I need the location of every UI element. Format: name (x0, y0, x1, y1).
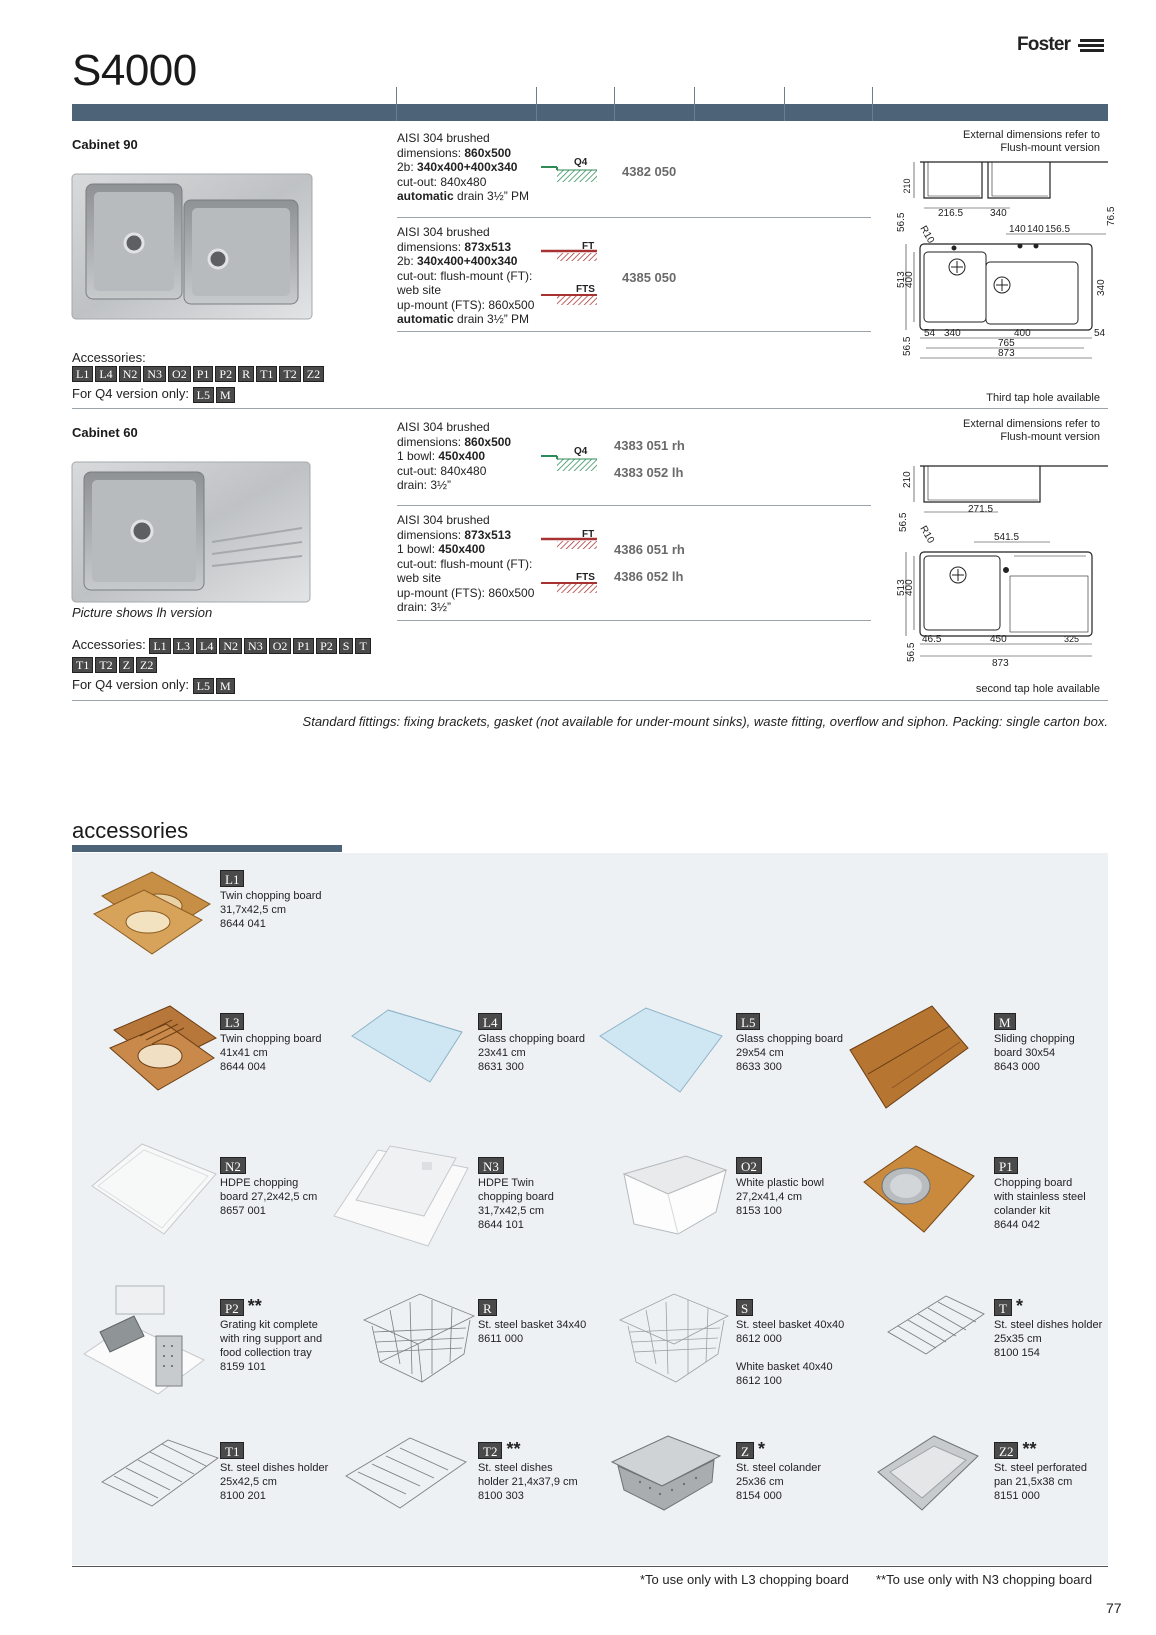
column-divider (872, 87, 873, 121)
single-bowl-drainer-sink-photo (72, 462, 310, 602)
dim-325: 325 (1064, 634, 1080, 644)
accessory-item[interactable]: S St. steel basket 40x40 8612 000 White basket 40x40 8612 100 (736, 1301, 845, 1387)
accessory-badge[interactable]: L1 (72, 366, 93, 382)
accessory-badge[interactable]: Z (119, 657, 134, 673)
accessory-line-60b (72, 656, 159, 674)
accessory-code-badge: S (736, 1299, 753, 1316)
dim-56-5: 56.5 (902, 336, 913, 356)
product-code: 4386 052 lh (614, 569, 684, 584)
accessory-code-badge: R (478, 1299, 497, 1316)
dim-216-5: 216.5 (938, 208, 964, 219)
footnote-2: **To use only with N3 chopping board (876, 1572, 1093, 1587)
accessory-badge[interactable]: T2 (279, 366, 300, 382)
standard-fittings-note: Standard fittings: fixing brackets, gasket (not available for under-mount sinks), waste fitting, overflow and siphon. Packing: single carton box. (302, 714, 1108, 729)
accessory-badge[interactable]: O2 (269, 638, 292, 654)
accessory-badge[interactable]: T2 (95, 657, 116, 673)
dim-140: 140 (1009, 224, 1026, 235)
glass-chopping-board-l4-image (348, 1002, 466, 1084)
accessory-code-badge: L1 (220, 870, 244, 887)
accessory-code-badge: L5 (736, 1013, 760, 1030)
accessory-badge[interactable]: N3 (143, 366, 166, 382)
sliding-chopping-board-image (848, 1002, 970, 1110)
footnote-1: *To use only with L3 chopping board (640, 1572, 849, 1587)
accessory-badge[interactable]: P2 (316, 638, 337, 654)
dim-513: 513 (896, 271, 907, 288)
dim-r10: R10 (917, 524, 937, 546)
install-q4-icon (541, 158, 597, 184)
accessory-badge[interactable]: M (216, 678, 235, 694)
accessory-badge[interactable]: N3 (244, 638, 267, 654)
external-dims-note: External dimensions refer to Flush-mount version (963, 129, 1100, 154)
dim-400: 400 (904, 271, 915, 288)
dim-56-5: 56.5 (898, 512, 909, 532)
steel-perforated-pan-image (876, 1432, 980, 1512)
steel-basket-r-image (360, 1290, 476, 1386)
q4-only-line: For Q4 version only: L5 M (72, 677, 237, 694)
accessory-item[interactable]: L5 Glass chopping board 29x54 cm 8633 300 (736, 1015, 844, 1073)
accessory-code-badge: L4 (478, 1013, 502, 1030)
accessory-code-badge: M (994, 1013, 1016, 1030)
accessory-item[interactable]: R St. steel basket 34x40 8611 000 (478, 1301, 587, 1345)
accessory-line-60a: Accessories: L1 L3 L4 N2 N3 O2 P1 P2 S T (72, 637, 373, 654)
accessory-badge[interactable]: P1 (193, 366, 214, 382)
accessory-item[interactable]: N3 HDPE Twin chopping board 31,7x42,5 cm 8644 101 (478, 1159, 554, 1231)
accessory-item[interactable]: T1 St. steel dishes holder 25x42,5 cm 8100 201 (220, 1444, 329, 1502)
q4-only-line: For Q4 version only: L5 M (72, 386, 237, 403)
divider (72, 1566, 1108, 1567)
accessory-badge[interactable]: T1 (72, 657, 93, 673)
dim-400: 400 (1014, 328, 1031, 339)
accessory-badge[interactable]: L3 (173, 638, 194, 654)
dim-450: 450 (990, 634, 1007, 645)
column-divider (536, 87, 537, 121)
accessory-item[interactable]: L1 Twin chopping board 31,7x42,5 cm 8644 041 (220, 872, 322, 930)
header-bar (72, 104, 1108, 121)
dim-140: 140 (1027, 224, 1044, 235)
divider (72, 700, 1108, 701)
accessory-item[interactable]: Z2 ** St. steel perforated pan 21,5x38 cm 8151 000 (994, 1439, 1087, 1502)
install-fts-label: FTS (576, 572, 595, 583)
tap-hole-note: Third tap hole available (986, 392, 1100, 404)
technical-drawing-60 (898, 456, 1108, 672)
column-divider (694, 87, 695, 121)
glass-chopping-board-l5-image (596, 1002, 724, 1094)
divider (397, 217, 871, 218)
twin-chopping-board-image (92, 866, 218, 956)
accessory-code-badge: N2 (220, 1157, 246, 1174)
cabinet-60-label: Cabinet 60 (72, 425, 138, 440)
technical-drawing-90 (896, 156, 1117, 374)
hdpe-chopping-board-image (90, 1140, 218, 1236)
dim-54: 54 (924, 328, 936, 339)
accessory-badge[interactable]: Z2 (136, 657, 157, 673)
install-q4-label: Q4 (574, 446, 588, 457)
accessory-badge[interactable]: N2 (119, 366, 142, 382)
accessory-item[interactable]: M Sliding chopping board 30x54 8643 000 (994, 1015, 1075, 1073)
accessories-title: accessories (72, 818, 189, 843)
page-number: 77 (1106, 1600, 1122, 1616)
dim-76-5: 76.5 (1106, 206, 1117, 226)
accessory-badge[interactable]: S (339, 638, 354, 654)
hdpe-twin-chopping-board-image (330, 1140, 470, 1248)
divider (397, 505, 871, 506)
dim-513: 513 (896, 579, 907, 596)
dim-156-5: 156.5 (1045, 224, 1071, 235)
dim-r10: R10 (917, 224, 937, 246)
install-q4-label: Q4 (574, 157, 588, 168)
dim-271-5: 271.5 (968, 504, 994, 515)
column-divider (396, 87, 397, 121)
divider (397, 620, 871, 621)
double-bowl-sink-photo (72, 174, 312, 319)
accessory-code-badge: T (994, 1299, 1012, 1316)
dim-873: 873 (992, 658, 1009, 669)
dim-54: 54 (1094, 328, 1106, 339)
dim-765: 765 (998, 338, 1015, 349)
accessory-badge[interactable]: L5 (193, 387, 214, 403)
dim-210: 210 (902, 471, 913, 488)
white-plastic-bowl-image (620, 1150, 730, 1236)
accessory-badge[interactable]: M (216, 387, 235, 403)
accessory-item[interactable]: Z * St. steel colander 25x36 cm 8154 000 (736, 1439, 821, 1502)
accessory-code-badge: Z2 (994, 1442, 1018, 1459)
accessory-badge[interactable]: R (238, 366, 254, 382)
accessory-code-badge: T1 (220, 1442, 244, 1459)
dim-400: 400 (904, 579, 915, 596)
spec-block-ft-60: AISI 304 brushed dimensions: 873x513 1 bowl: 450x400 cut-out: flush-mount (FT): web site up-mount (FTS): 860x500 drain: 3½” (397, 513, 535, 614)
accessory-code-badge: O2 (736, 1157, 762, 1174)
page-title: S4000 (72, 46, 197, 95)
steel-dishes-holder-t-image (884, 1290, 986, 1358)
accessory-badge[interactable]: L1 (149, 638, 170, 654)
dim-340: 340 (990, 208, 1007, 219)
dim-46-5: 46.5 (922, 634, 942, 645)
dim-340: 340 (1096, 279, 1107, 296)
accessory-code-badge: L3 (220, 1013, 244, 1030)
steel-colander-image (610, 1432, 722, 1512)
accessory-item[interactable]: P2 ** Grating kit complete with ring support and food collection tray 8159 101 (220, 1296, 323, 1373)
accessories-label: Accessories: (72, 350, 146, 365)
grating-kit-image (80, 1280, 220, 1396)
accessory-badge[interactable]: T (355, 638, 370, 654)
accessory-code-badge: P1 (994, 1157, 1018, 1174)
accessory-code-badge: Z (736, 1442, 754, 1459)
twin-chopping-board-l3-image (110, 1002, 218, 1092)
spec-block-ft-90: AISI 304 brushed dimensions: 873x513 2b: 340x400+400x340 cut-out: flush-mount (FT): web site up-mount (FTS): 860x500 automatic drain 3½” PM (397, 225, 535, 326)
spec-block-q4-60: AISI 304 brushed dimensions: 860x500 1 bowl: 450x400 cut-out: 840x480 drain: 3½” (397, 420, 512, 492)
brand-logo: Foster (1017, 34, 1071, 55)
external-dims-note: External dimensions refer to Flush-mount version (963, 418, 1100, 443)
steel-dishes-holder-t1-image (98, 1432, 220, 1510)
dim-541-5: 541.5 (994, 532, 1020, 543)
brand-mark-icon (1078, 38, 1106, 52)
accessory-item[interactable]: L4 Glass chopping board 23x41 cm 8631 300 (478, 1015, 586, 1073)
dim-56-5: 56.5 (906, 642, 917, 662)
accessory-item[interactable]: L3 Twin chopping board 41x41 cm 8644 004 (220, 1015, 322, 1073)
accessory-code-badge: N3 (478, 1157, 504, 1174)
column-divider (614, 87, 615, 121)
dim-210: 210 (902, 178, 912, 194)
accessory-badge[interactable]: P2 (215, 366, 236, 382)
accessory-code-badge: T2 (478, 1442, 502, 1459)
dim-873: 873 (998, 348, 1015, 359)
steel-basket-s-image (616, 1290, 730, 1386)
accessories-title-underline (72, 845, 342, 852)
accessory-code-badge: P2 (220, 1299, 244, 1316)
accessory-badge[interactable]: N2 (219, 638, 242, 654)
tap-hole-note: second tap hole available (975, 683, 1100, 695)
dim-56-5: 56.5 (896, 212, 907, 232)
divider (72, 408, 1108, 409)
accessory-badge[interactable]: T1 (256, 366, 277, 382)
chopping-board-colander-kit-image (858, 1140, 976, 1236)
product-code: 4383 052 lh (614, 465, 684, 480)
accessory-item[interactable]: N2 HDPE chopping board 27,2x42,5 cm 8657 001 (220, 1159, 318, 1217)
product-code: 4386 051 rh (614, 542, 685, 557)
accessory-item[interactable]: P1 Chopping board with stainless steel colander kit 8644 042 (994, 1159, 1086, 1231)
accessory-badge[interactable]: L5 (193, 678, 214, 694)
accessory-badge[interactable]: L4 (95, 366, 116, 382)
accessory-item[interactable]: T * St. steel dishes holder 25x35 cm 8100 154 (994, 1296, 1103, 1359)
install-fts-label: FTS (576, 284, 595, 295)
dim-340: 340 (944, 328, 961, 339)
accessory-item[interactable]: O2 White plastic bowl 27,2x41,4 cm 8153 100 (736, 1159, 825, 1217)
accessory-badge[interactable]: Z2 (303, 366, 324, 382)
spec-block-q4-90: AISI 304 brushed dimensions: 860x500 2b: 340x400+400x340 cut-out: 840x480 automatic drain 3½” PM (397, 131, 530, 203)
product-code: 4385 050 (622, 270, 677, 285)
divider (397, 331, 871, 332)
accessory-item[interactable]: T2 ** St. steel dishes holder 21,4x37,9 cm 8100 303 (478, 1439, 578, 1502)
accessory-badge[interactable]: L4 (196, 638, 217, 654)
product-code: 4382 050 (622, 164, 677, 179)
accessory-badge[interactable]: P1 (293, 638, 314, 654)
product-code: 4383 051 rh (614, 438, 685, 453)
accessory-badges-90 (72, 365, 326, 383)
accessory-badge[interactable]: O2 (168, 366, 191, 382)
column-divider (784, 87, 785, 121)
install-q4-icon (541, 447, 597, 473)
cabinet-90-label: Cabinet 90 (72, 137, 138, 152)
picture-note: Picture shows lh version (72, 605, 213, 620)
steel-dishes-holder-t2-image (342, 1432, 470, 1512)
install-ft-label: FT (582, 241, 595, 252)
install-ft-label: FT (582, 529, 595, 540)
